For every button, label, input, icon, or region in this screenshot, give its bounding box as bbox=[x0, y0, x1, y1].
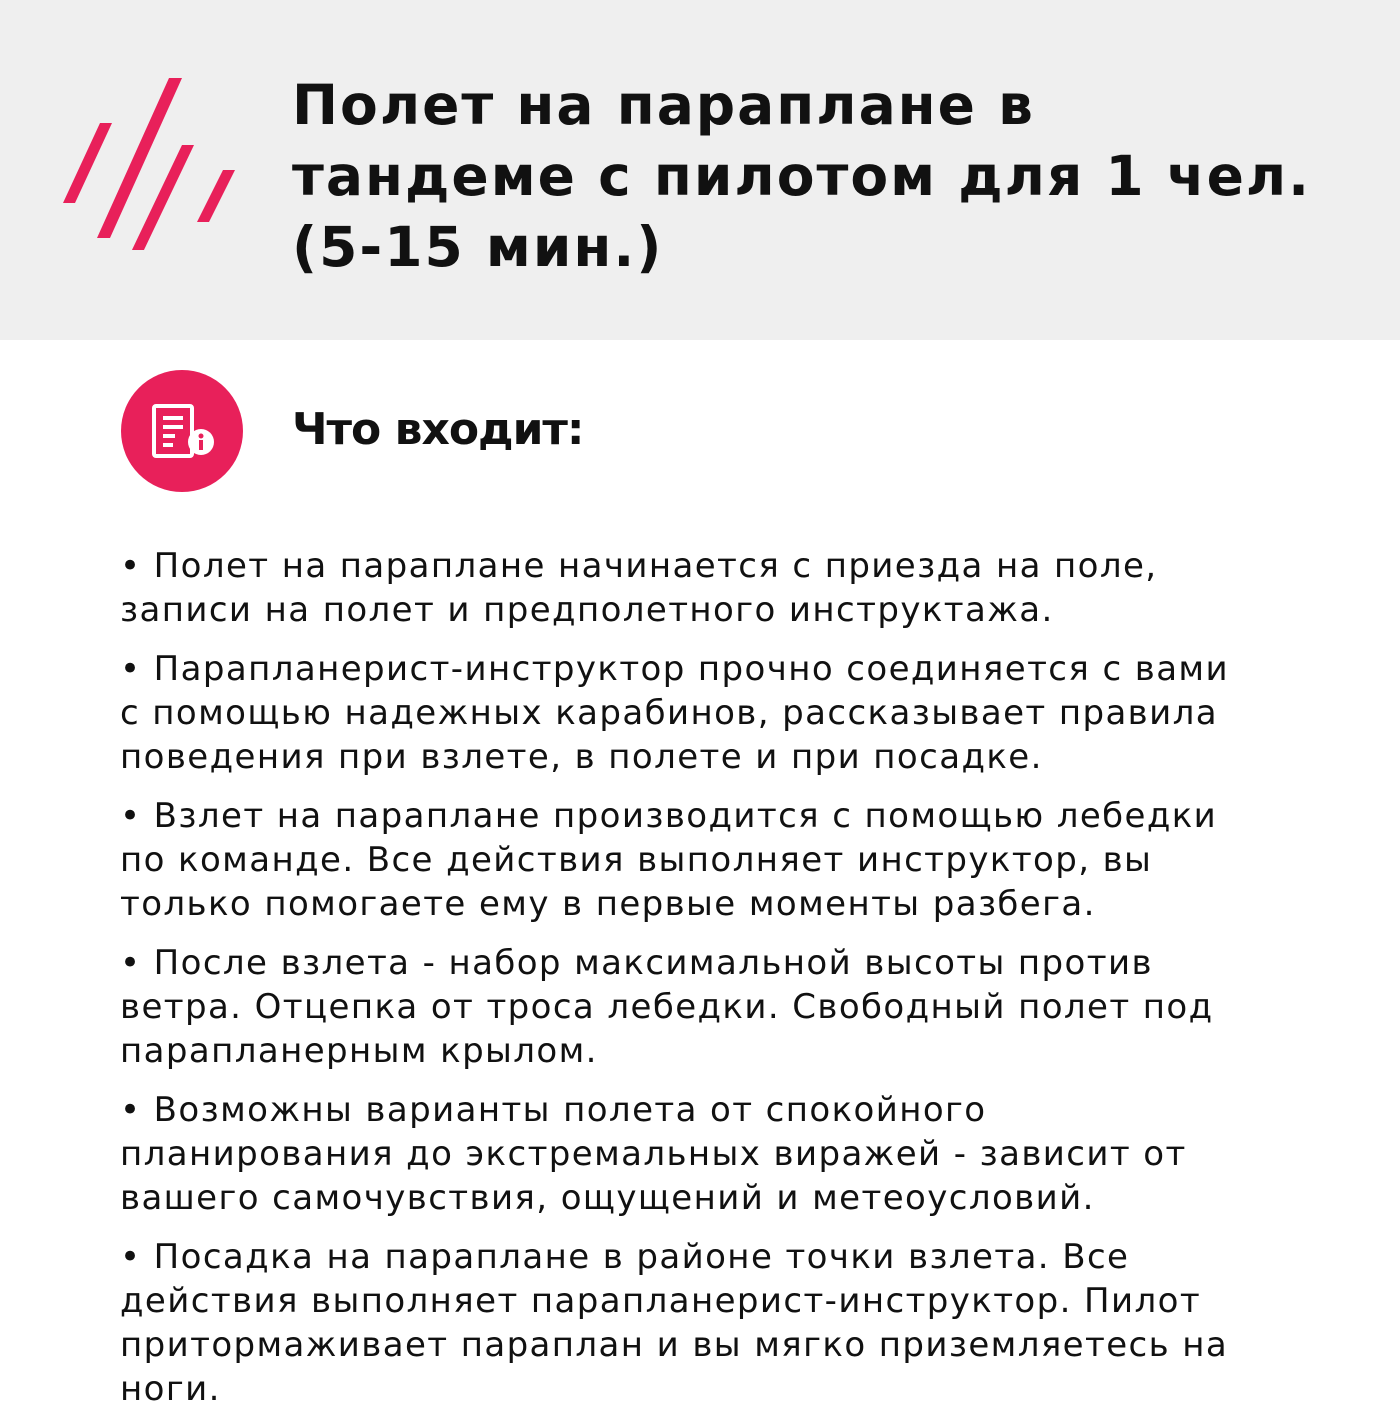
document-info-icon bbox=[121, 370, 243, 492]
item-text-line: • Парапланерист-инструктор прочно соединяется с вами bbox=[120, 649, 1229, 689]
item-text-line: планирования до экстремальных виражей - зависит от bbox=[120, 1134, 1187, 1174]
item-text-line: • Возможны варианты полета от спокойного bbox=[120, 1090, 987, 1130]
item-text-line: ноги. bbox=[120, 1369, 221, 1409]
item-text-line: действия выполняет парапланерист-инструктор. Пилот bbox=[120, 1281, 1202, 1321]
included-items-list bbox=[120, 544, 1380, 1426]
list-item bbox=[120, 1088, 1380, 1220]
item-text-line: • Посадка на параплане в районе точки взлета. Все bbox=[120, 1237, 1130, 1277]
item-text-line: поведения при взлете, в полете и при посадке. bbox=[120, 737, 1043, 777]
item-text-line: ветра. Отцепка от троса лебедки. Свободный полет под bbox=[120, 987, 1214, 1027]
list-item bbox=[120, 794, 1380, 926]
item-text-line: только помогаете ему в первые моменты разбега. bbox=[120, 884, 1096, 924]
item-text-line: с помощью надежных карабинов, рассказывает правила bbox=[120, 693, 1218, 733]
item-text-line: парапланерным крылом. bbox=[120, 1031, 598, 1071]
list-item bbox=[120, 1235, 1380, 1411]
page-title bbox=[292, 70, 1352, 283]
list-item bbox=[120, 647, 1380, 779]
item-text-line: • После взлета - набор максимальной высоты против bbox=[120, 943, 1153, 983]
header-banner bbox=[0, 0, 1400, 340]
item-text-line: вашего самочувствия, ощущений и метеоусловий. bbox=[120, 1178, 1095, 1218]
list-item bbox=[120, 941, 1380, 1073]
item-text-line: по команде. Все действия выполняет инструктор, вы bbox=[120, 840, 1153, 880]
list-item bbox=[120, 544, 1380, 632]
item-text-line: записи на полет и предполетного инструктажа. bbox=[120, 590, 1054, 630]
item-text-line: • Полет на параплане начинается с приезда на поле, bbox=[120, 546, 1158, 586]
brand-logo-icon bbox=[58, 70, 248, 250]
title-line: Полет на параплане в bbox=[292, 73, 1035, 137]
section-title: Что входит: bbox=[292, 404, 584, 455]
title-line: (5-15 мин.) bbox=[292, 215, 664, 279]
title-line: тандеме с пилотом для 1 чел. bbox=[292, 144, 1312, 208]
item-text-line: притормаживает параплан и вы мягко приземляетесь на bbox=[120, 1325, 1229, 1365]
item-text-line: • Взлет на параплане производится с помощью лебедки bbox=[120, 796, 1218, 836]
